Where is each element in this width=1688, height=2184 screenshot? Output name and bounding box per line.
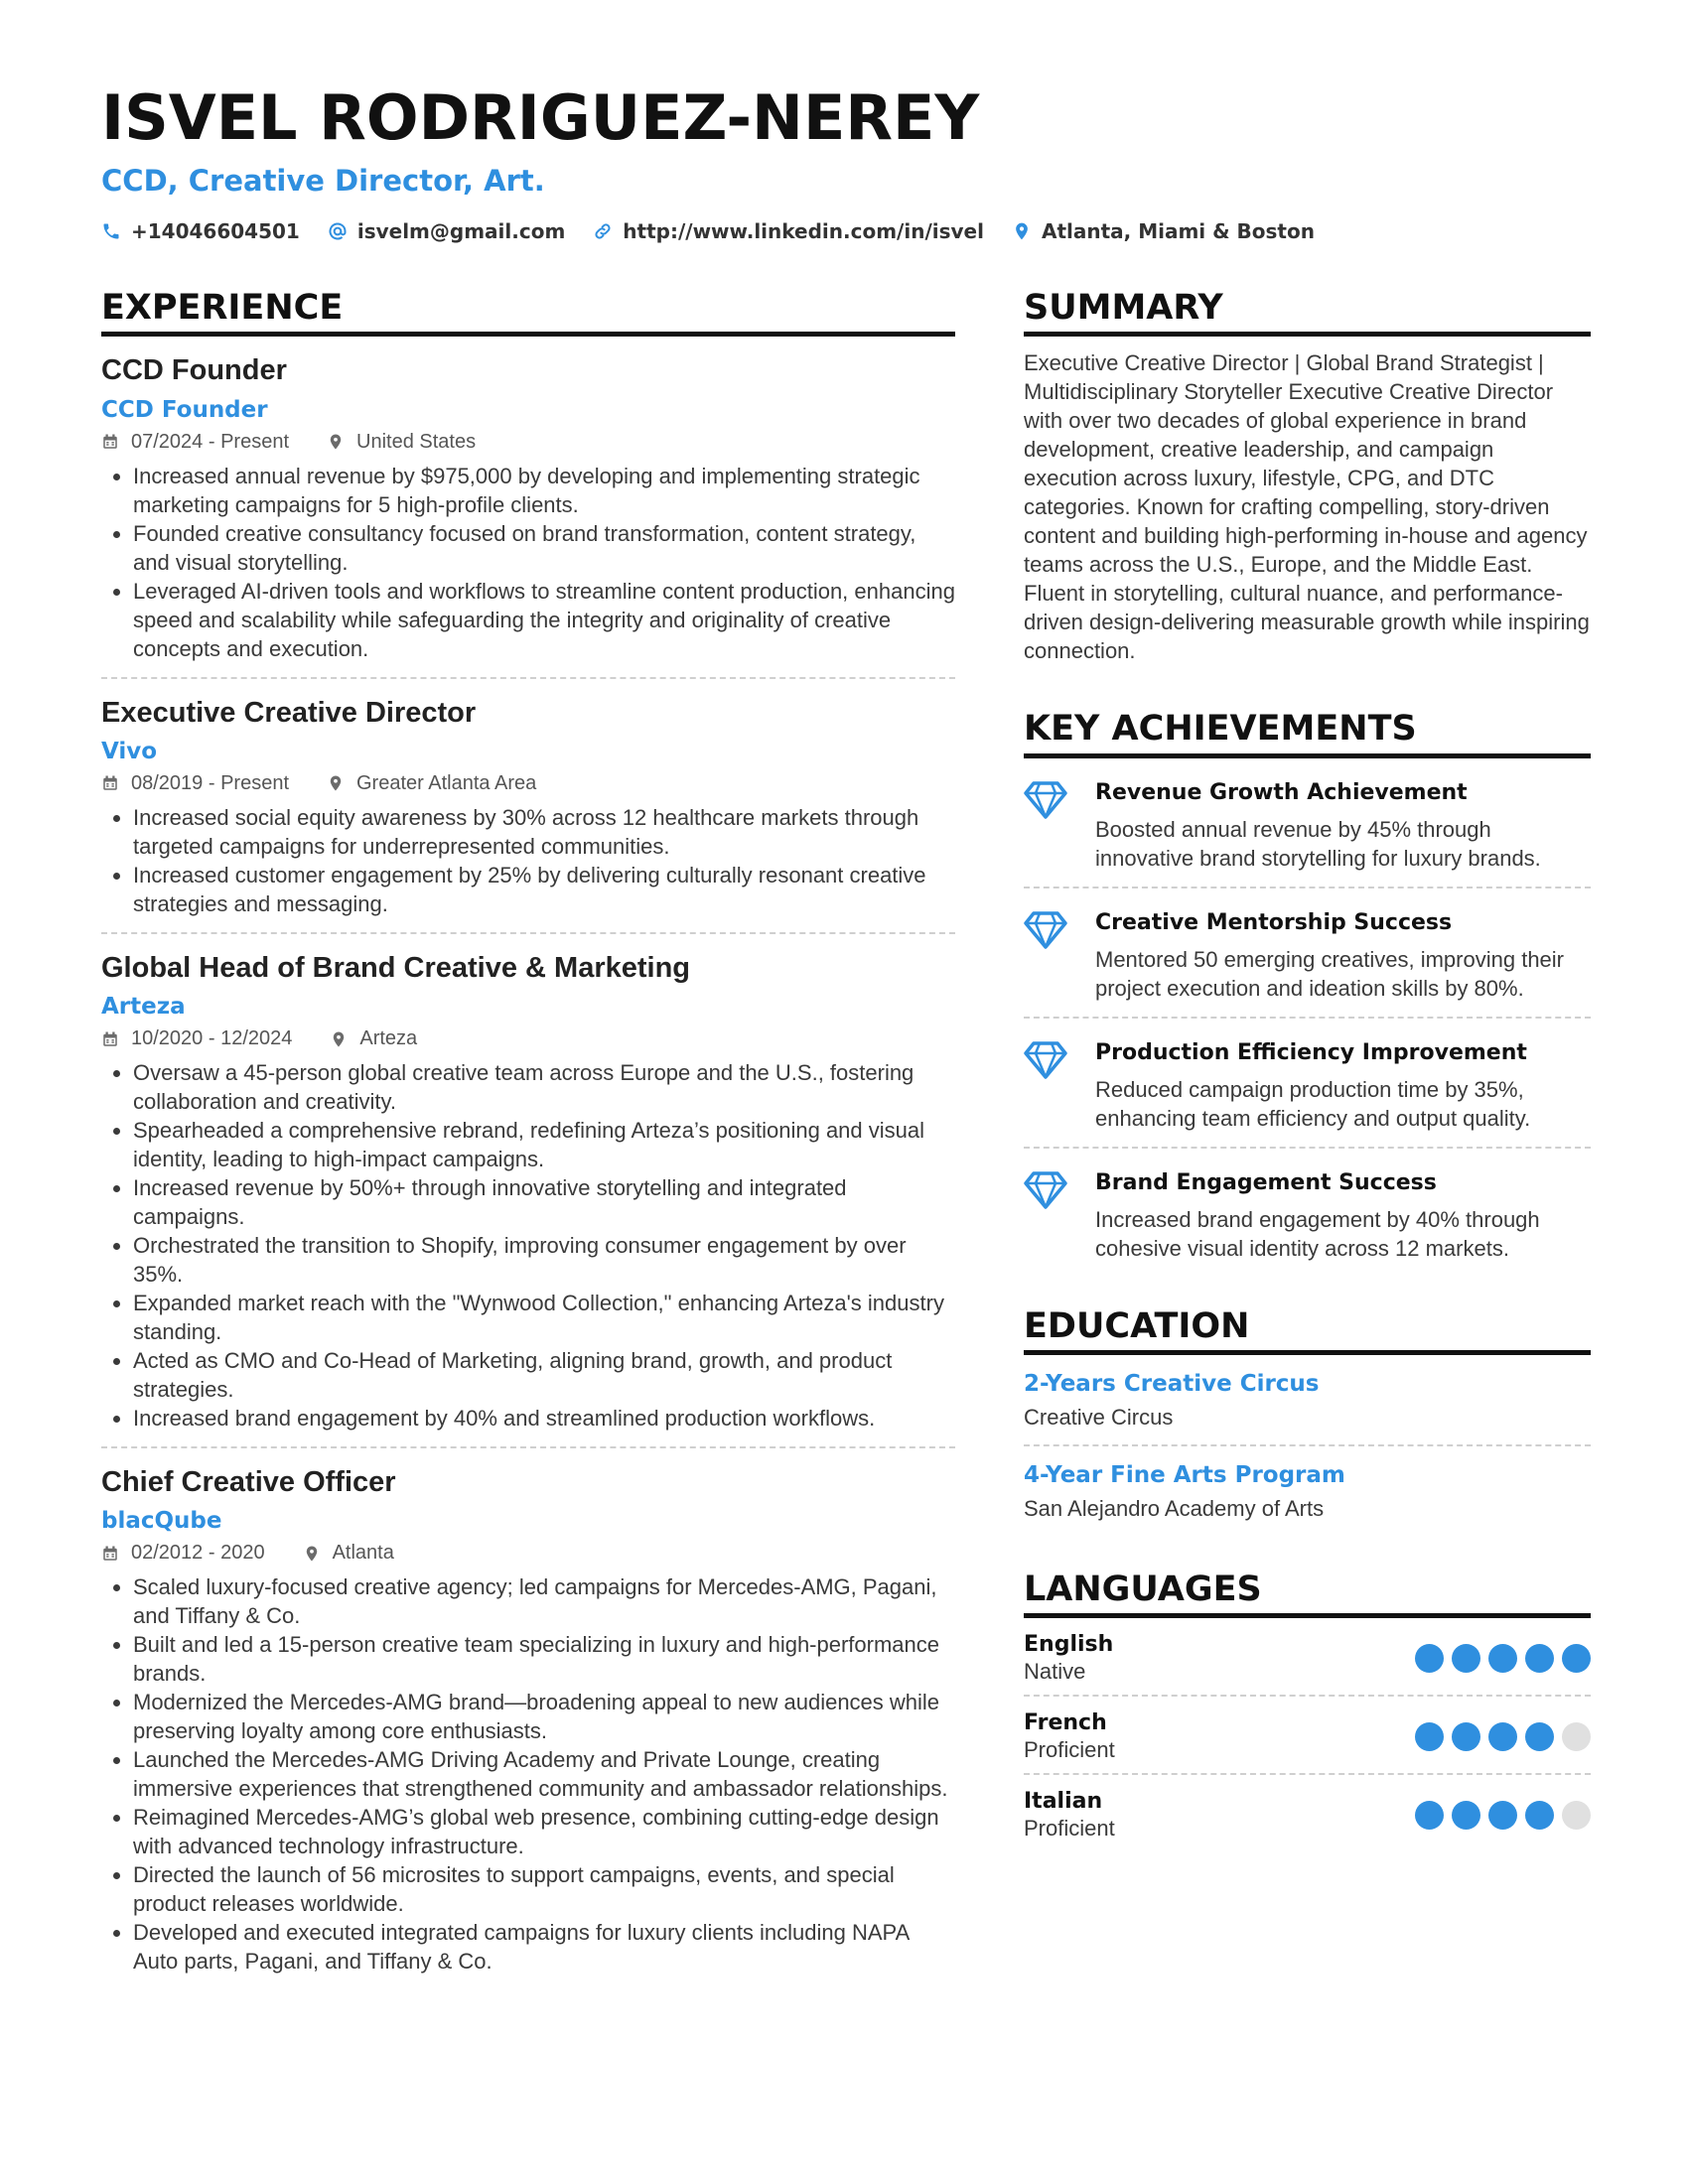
education-degree: 4-Year Fine Arts Program: [1024, 1461, 1345, 1488]
contact-bar: [101, 219, 1591, 243]
phone-text: +14046604501: [131, 219, 300, 244]
contact-phone: [101, 219, 300, 243]
job-dates: 10/2020 - 12/2024: [131, 1027, 293, 1049]
rating-dot-filled: [1488, 1644, 1517, 1673]
experience-heading: EXPERIENCE: [101, 288, 955, 337]
contact-email[interactable]: [328, 219, 565, 243]
language-rating: [1415, 1801, 1591, 1830]
calendar-icon: [101, 1030, 119, 1048]
job-meta: [101, 431, 955, 454]
achievement-title: Creative Mentorship Success: [1095, 909, 1453, 935]
language-rating: [1415, 1644, 1591, 1673]
job-dates: 07/2024 - Present: [131, 430, 289, 453]
bullet: • Scaled luxury-focused creative agency; led campaigns for Mercedes-AMG, Pagani, and Tiffany & Co.: [133, 1572, 955, 1630]
job-bullets: [101, 1058, 955, 1433]
bullet: • Developed and executed integrated campaigns for luxury clients including NAPA Auto parts, Pagani, and Tiffany & Co.: [133, 1918, 955, 1976]
candidate-name: ISVEL RODRIGUEZ-NEREY: [101, 81, 980, 154]
calendar-icon: [101, 1545, 119, 1563]
language-level: Native: [1024, 1659, 1086, 1684]
achievement-item: [1024, 758, 1591, 888]
bullet: • Increased social equity awareness by 30% across 12 healthcare markets through targeted campaigns for underrepresented communities.: [133, 803, 955, 861]
rating-dot-filled: [1525, 1801, 1554, 1830]
achievement-title: Production Efficiency Improvement: [1095, 1039, 1527, 1065]
location-pin-icon: [327, 774, 345, 792]
language-name: Italian: [1024, 1789, 1103, 1814]
rating-dot-filled: [1415, 1722, 1444, 1751]
education-heading: EDUCATION: [1024, 1306, 1591, 1355]
job-title: Chief Creative Officer: [101, 1466, 396, 1498]
contact-location: [1012, 219, 1315, 243]
language-item: [1024, 1697, 1591, 1775]
achievements-list: [1024, 758, 1591, 1277]
bullet: • Leveraged AI-driven tools and workflows to streamline content production, enhancing speed and scalability while safeguarding the integrity and originality of creative concepts and execution.: [133, 577, 955, 663]
candidate-title: CCD, Creative Director, Art.: [101, 164, 545, 199]
right-column: [1024, 288, 1591, 1851]
bullet: • Oversaw a 45-person global creative team across Europe and the U.S., fostering collaboration and creativity.: [133, 1058, 955, 1116]
education-item: [1024, 1446, 1591, 1536]
job-entry: [101, 934, 955, 1448]
bullet: • Orchestrated the transition to Shopify, improving consumer engagement by over 35%.: [133, 1231, 955, 1289]
contact-linkedin[interactable]: [593, 219, 984, 243]
diamond-icon: [1024, 780, 1067, 820]
language-level: Proficient: [1024, 1737, 1115, 1762]
job-entry: [101, 679, 955, 934]
bullet: • Founded creative consultancy focused on brand transformation, content strategy, and visual storytelling.: [133, 519, 955, 577]
achievement-item: [1024, 888, 1591, 1019]
linkedin-text[interactable]: http://www.linkedin.com/in/isvel: [623, 219, 984, 244]
bullet: • Expanded market reach with the "Wynwood Collection," enhancing Arteza's industry standing.: [133, 1289, 955, 1346]
diamond-icon: [1024, 1170, 1067, 1210]
job-company: CCD Founder: [101, 396, 268, 423]
languages-list: [1024, 1618, 1591, 1851]
summary-text: Executive Creative Director | Global Brand Strategist | Multidisciplinary Storyteller Executive Creative Director with over two decades of global experience in brand development, creative leadership, and campaign execution across luxury, lifestyle, CPG, and DTC categories. Known for crafting compelling, story-driven content and building high-performing in-house and agency teams across the U.S., Europe, and the Middle East. Fluent in storytelling, cultural nuance, and performance-driven design-delivering measurable growth while inspiring connection.: [1024, 350, 1590, 664]
job-meta: [101, 772, 955, 795]
education-school: San Alejandro Academy of Arts: [1024, 1495, 1325, 1521]
at-icon: [328, 221, 348, 241]
job-bullets: [101, 1572, 955, 1976]
language-name: English: [1024, 1632, 1114, 1657]
languages-heading: LANGUAGES: [1024, 1570, 1591, 1618]
achievement-item: [1024, 1149, 1591, 1277]
education-item: [1024, 1355, 1591, 1446]
job-company: Vivo: [101, 738, 158, 764]
job-bullets: [101, 462, 955, 663]
education-degree: 2-Years Creative Circus: [1024, 1370, 1320, 1397]
job-company: Arteza: [101, 994, 186, 1020]
language-level: Proficient: [1024, 1816, 1115, 1841]
achievement-desc: Boosted annual revenue by 45% through innovative brand storytelling for luxury brands.: [1095, 816, 1541, 871]
rating-dot-filled: [1452, 1722, 1480, 1751]
left-column: [101, 288, 955, 1989]
bullet: • Directed the launch of 56 microsites to support campaigns, events, and special product releases worldwide.: [133, 1860, 955, 1918]
calendar-icon: [101, 433, 119, 451]
job-location: Greater Atlanta Area: [356, 771, 537, 794]
job-entry: [101, 337, 955, 678]
bullet: • Launched the Mercedes-AMG Driving Academy and Private Lounge, creating immersive experiences that strengthened community and ambassador relationships.: [133, 1745, 955, 1803]
bullet: • Reimagined Mercedes-AMG’s global web presence, combining cutting-edge design with advanced technology infrastructure.: [133, 1803, 955, 1860]
job-dates: 02/2012 - 2020: [131, 1542, 265, 1565]
location-pin-icon: [330, 1030, 348, 1048]
rating-dot-filled: [1452, 1644, 1480, 1673]
rating-dot-filled: [1488, 1801, 1517, 1830]
location-text: Atlanta, Miami & Boston: [1041, 219, 1315, 244]
rating-dot-filled: [1562, 1644, 1591, 1673]
bullet: • Increased annual revenue by $975,000 by developing and implementing strategic marketing campaigns for 5 high-profile clients.: [133, 462, 955, 519]
achievements-heading: KEY ACHIEVEMENTS: [1024, 709, 1591, 757]
summary-heading: SUMMARY: [1024, 288, 1591, 337]
job-dates: 08/2019 - Present: [131, 771, 289, 794]
achievement-title: Brand Engagement Success: [1095, 1169, 1437, 1195]
language-item: [1024, 1775, 1591, 1851]
education-school: Creative Circus: [1024, 1404, 1174, 1430]
language-item: [1024, 1618, 1591, 1697]
language-rating: [1415, 1722, 1591, 1751]
experience-list: [101, 337, 955, 1989]
job-meta: [101, 1027, 955, 1050]
bullet: • Increased revenue by 50%+ through innovative storytelling and integrated campaigns.: [133, 1173, 955, 1231]
job-meta: [101, 1542, 955, 1565]
job-company: blacQube: [101, 1508, 222, 1535]
job-location: Atlanta: [332, 1542, 394, 1565]
email-text[interactable]: isvelm@gmail.com: [356, 219, 566, 244]
phone-icon: [101, 221, 121, 241]
location-pin-icon: [1012, 221, 1032, 241]
location-pin-icon: [327, 433, 345, 451]
rating-dot-filled: [1488, 1722, 1517, 1751]
header: [101, 81, 1591, 244]
rating-dot-empty: [1562, 1801, 1591, 1830]
location-pin-icon: [303, 1545, 321, 1563]
bullet: • Acted as CMO and Co-Head of Marketing, aligning brand, growth, and product strategies.: [133, 1346, 955, 1404]
rating-dot-filled: [1525, 1644, 1554, 1673]
rating-dot-filled: [1525, 1722, 1554, 1751]
rating-dot-filled: [1452, 1801, 1480, 1830]
achievement-item: [1024, 1019, 1591, 1149]
job-entry: [101, 1448, 955, 1989]
job-location: United States: [356, 430, 477, 453]
achievement-title: Revenue Growth Achievement: [1095, 779, 1468, 805]
diamond-icon: [1024, 910, 1067, 950]
calendar-icon: [101, 774, 119, 792]
achievement-desc: Mentored 50 emerging creatives, improving their project execution and ideation skills by 80%.: [1095, 946, 1565, 1001]
rating-dot-filled: [1415, 1644, 1444, 1673]
bullet: • Modernized the Mercedes-AMG brand—broadening appeal to new audiences while preserving loyalty among core enthusiasts.: [133, 1688, 955, 1745]
job-title: Executive Creative Director: [101, 696, 477, 729]
job-bullets: [101, 803, 955, 918]
job-title: CCD Founder: [101, 354, 287, 387]
job-title: Global Head of Brand Creative & Marketing: [101, 951, 691, 984]
bullet: • Built and led a 15-person creative team specializing in luxury and high-performance brands.: [133, 1630, 955, 1688]
job-location: Arteza: [359, 1027, 418, 1049]
achievement-desc: Reduced campaign production time by 35%, enhancing team efficiency and output quality.: [1095, 1076, 1531, 1131]
achievement-desc: Increased brand engagement by 40% through cohesive visual identity across 12 markets.: [1095, 1206, 1540, 1261]
link-icon: [593, 221, 613, 241]
diamond-icon: [1024, 1040, 1067, 1080]
bullet: • Increased brand engagement by 40% and streamlined production workflows.: [133, 1404, 955, 1433]
language-name: French: [1024, 1710, 1107, 1735]
bullet: • Increased customer engagement by 25% by delivering culturally resonant creative strategies and messaging.: [133, 861, 955, 918]
rating-dot-filled: [1415, 1801, 1444, 1830]
rating-dot-empty: [1562, 1722, 1591, 1751]
bullet: • Spearheaded a comprehensive rebrand, redefining Arteza’s positioning and visual identity, leading to high-impact campaigns.: [133, 1116, 955, 1173]
education-list: [1024, 1355, 1591, 1536]
